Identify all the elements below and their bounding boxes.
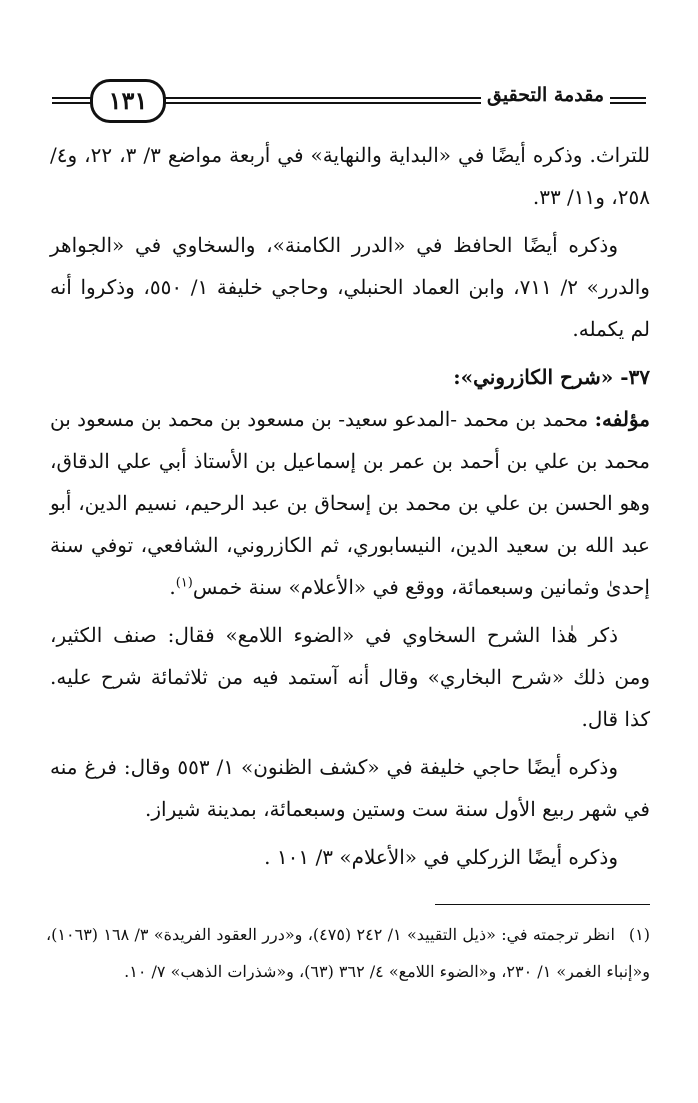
paragraph-1: للتراث. وذكره أيضًا في «البداية والنهاية» في أربعة مواضع ٣/ ٣، ٢٢، و٤/ ٢٥٨، و١١/ ٣٣. (50, 143, 650, 209)
author-text: محمد بن محمد -المدعو سعيد- بن مسعود بن محمد بن مسعود بن محمد بن علي بن أحمد بن عمر بن إسماعيل بن الأستاذ أبي علي الدقاق، وهو الحسن بن علي بن محمد بن إسحاق بن عبد الرحيم، نسيم الدين، أبو عبد الله بن سعيد الدين، النيسابوري، ثم الكازروني، الشافعي، توفي سنة إحدىٰ وثمانين وسبعمائة، ووقع في «الأعلام» سنة خمس (50, 407, 650, 599)
page-header (0, 0, 698, 130)
footnote-text: انظر ترجمته في: «ذيل التقييد» ١/ ٢٤٢ (٤٧٥)، و«درر العقود الفريدة» ٣/ ١٦٨ (١٠٦٣)، و«إنباء الغمر» ١/ ٢٣٠، و«الضوء اللامع» ٤/ ٣٦٢ (٦٣)، و«شذرات الذهب» ٧/ ١٠. (46, 925, 650, 981)
author-end: . (169, 575, 176, 599)
footnote-number: (١) (628, 925, 651, 944)
paragraph-4: وذكره أيضًا حاجي خليفة في «كشف الظنون» ١/ ٥٥٣ وقال: فرغ منه في شهر ربيع الأول سنة ست وستين وسبعمائة، بمدينة شيراز. (50, 755, 650, 821)
header-rule-left-bottom (52, 102, 92, 104)
author-label: مؤلفه: (594, 407, 650, 431)
paragraph-2: وذكره أيضًا الحافظ في «الدرر الكامنة»، والسخاوي في «الجواهر والدرر» ٢/ ٧١١، وابن العماد الحنبلي، وحاجي خليفة ١/ ٥٥٠، وذكروا أنه لم يكمله. (50, 233, 650, 341)
footnote (46, 916, 650, 990)
page-number-badge (90, 79, 166, 123)
section-heading: ٣٧- «شرح الكازروني»: (453, 365, 650, 389)
paragraph-5: وذكره أيضًا الزركلي في «الأعلام» ٣/ ١٠١ . (264, 845, 618, 869)
footnote-reference: (١) (175, 575, 193, 591)
running-title: مقدمة التحقيق (481, 86, 610, 105)
header-rule-left-top (52, 97, 92, 99)
main-text (50, 134, 650, 884)
footnote-separator (435, 904, 650, 905)
paragraph-3: ذكر هٰذا الشرح السخاوي في «الضوء اللامع» فقال: صنف الكثير، ومن ذلك «شرح البخاري» وقال أنه آستمد فيه من ثلاثمائة شرح عليه. كذا قال. (50, 623, 650, 731)
page-number: ١٣١ (108, 86, 148, 115)
author-paragraph (50, 398, 650, 608)
